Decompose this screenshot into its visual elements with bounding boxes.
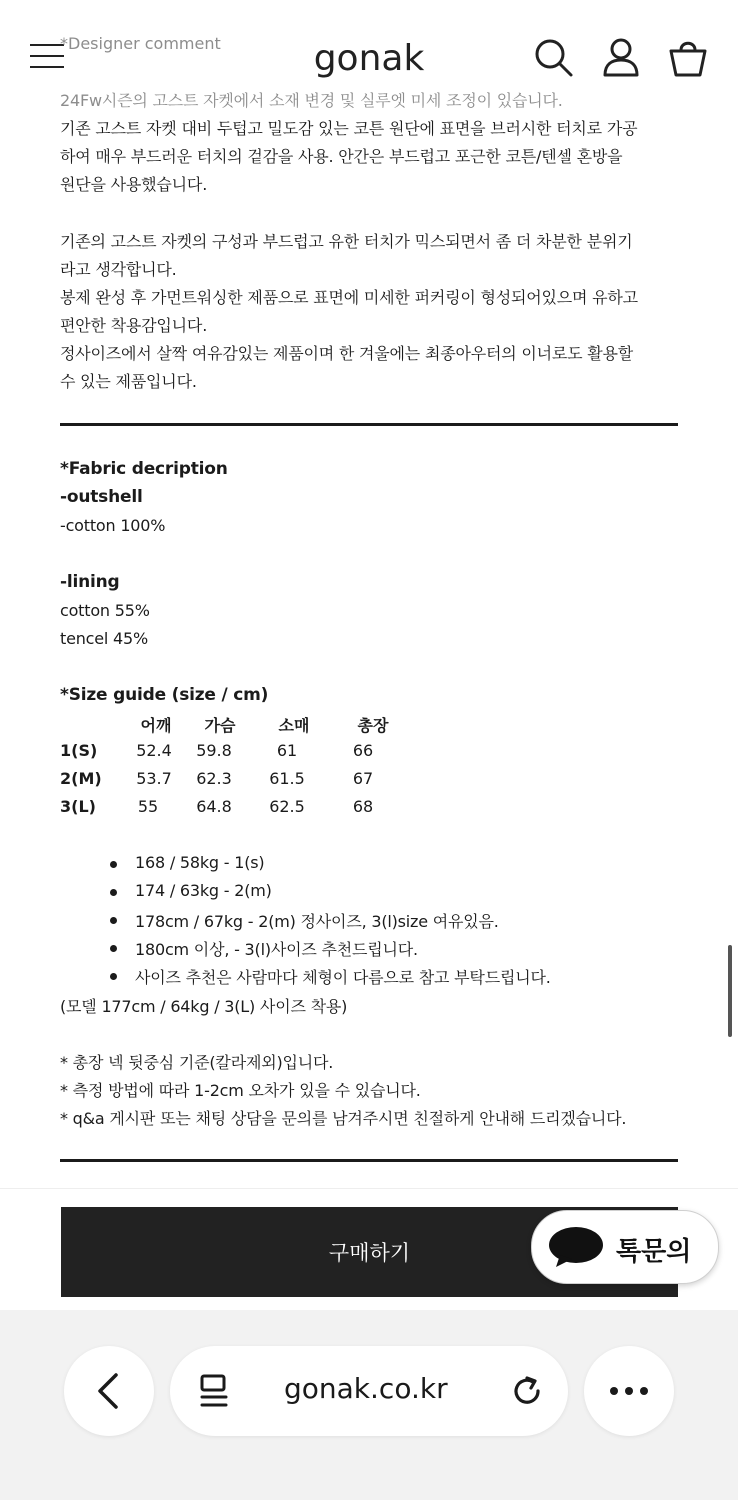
lining-value: cotton 55% — [60, 601, 150, 620]
description-line: 정사이즈에서 살짝 여유감있는 제품이며 한 겨울에는 최종아우터의 이너로도 활용할 — [60, 344, 634, 363]
scrollbar-thumb[interactable] — [728, 945, 732, 1037]
reload-icon[interactable] — [510, 1374, 544, 1408]
description-line: 기존의 고스트 자켓의 구성과 부드럽고 유한 터치가 믹스되면서 좀 더 차분한 분위기 — [60, 232, 633, 251]
size-row-label: 1(S) — [60, 741, 98, 760]
recommendation-item: 168 / 58kg - 1(s) — [135, 853, 265, 872]
chevron-left-icon — [94, 1372, 124, 1410]
url-text[interactable]: gonak.co.kr — [284, 1372, 448, 1405]
size-header: 가슴 — [204, 716, 236, 735]
section-divider — [60, 1159, 678, 1162]
outshell-value: -cotton 100% — [60, 516, 166, 535]
description-line: 기존 고스트 자켓 대비 두텁고 밀도감 있는 코튼 원단에 표면을 브러시한 터치로 가공 — [60, 119, 638, 138]
recommendation-item: 180cm 이상, - 3(l)사이즈 추천드립니다. — [135, 940, 418, 959]
lining-label: -lining — [60, 572, 120, 592]
size-cell: 64.8 — [196, 797, 232, 816]
site-header — [0, 0, 738, 90]
model-note: (모델 177cm / 64kg / 3(L) 사이즈 착용) — [60, 997, 348, 1016]
talk-inquiry-label: 톡문의 — [616, 1237, 692, 1267]
size-cell: 59.8 — [196, 741, 232, 760]
size-cell: 55 — [137, 797, 159, 816]
bullet-dot — [110, 945, 117, 952]
size-header: 어깨 — [140, 716, 172, 735]
size-cell: 66 — [352, 741, 374, 760]
size-header: 총장 — [357, 716, 389, 735]
description-line: 수 있는 제품입니다. — [60, 372, 197, 391]
section-divider — [60, 423, 678, 426]
talk-inquiry-button[interactable] — [531, 1210, 719, 1284]
search-icon[interactable] — [532, 36, 574, 78]
size-row-label: 2(M) — [60, 769, 102, 788]
bullet-dot — [110, 861, 117, 868]
size-guide-title: *Size guide (size / cm) — [60, 685, 269, 705]
size-cell: 61 — [276, 741, 298, 760]
bullet-dot — [110, 889, 117, 896]
recommendation-item: 178cm / 67kg - 2(m) 정사이즈, 3(l)size 여유있음. — [135, 912, 499, 931]
size-cell: 68 — [352, 797, 374, 816]
page-list-icon[interactable] — [198, 1373, 230, 1409]
size-cell: 53.7 — [136, 769, 172, 788]
note-line: * 측정 방법에 따라 1-2cm 오차가 있을 수 있습니다. — [60, 1081, 421, 1100]
note-line: * 총장 넥 뒷중심 기준(칼라제외)입니다. — [60, 1053, 334, 1072]
size-cell: 52.4 — [136, 741, 172, 760]
description-line: 봉제 완성 후 가먼트워싱한 제품으로 표면에 미세한 퍼커링이 형성되어있으며 유하고 — [60, 288, 638, 307]
outshell-label: -outshell — [60, 487, 143, 507]
back-button[interactable] — [64, 1346, 154, 1436]
more-button[interactable] — [584, 1346, 674, 1436]
note-line: * q&a 게시판 또는 채팅 상담을 문의를 남겨주시면 친절하게 안내해 드리겠습니다. — [60, 1109, 627, 1128]
lining-value: tencel 45% — [60, 629, 148, 648]
size-cell: 62.3 — [196, 769, 232, 788]
site-logo[interactable]: gonak — [313, 38, 425, 79]
description-line: 원단을 사용했습니다. — [60, 175, 208, 194]
size-cell: 67 — [352, 769, 374, 788]
description-line: 편안한 착용감입니다. — [60, 316, 208, 335]
chat-bubble-icon — [546, 1225, 608, 1269]
bullet-dot — [110, 973, 117, 980]
size-cell: 61.5 — [269, 769, 305, 788]
designer-comment-title: *Designer comment — [60, 34, 221, 53]
user-icon[interactable] — [600, 36, 642, 78]
size-header: 소매 — [278, 716, 310, 735]
buy-button[interactable]: 구매하기 — [61, 1207, 678, 1297]
description-line: 라고 생각합니다. — [60, 260, 177, 279]
bullet-dot — [110, 917, 117, 924]
size-cell: 62.5 — [269, 797, 305, 816]
recommendation-item: 174 / 63kg - 2(m) — [135, 881, 272, 900]
description-line: 하여 매우 부드러운 터치의 겉감을 사용. 안간은 부드럽고 포근한 코튼/텐셀 혼방을 — [60, 147, 623, 166]
shopping-bag-icon[interactable] — [667, 36, 709, 78]
more-dots-icon — [609, 1386, 649, 1396]
size-row-label: 3(L) — [60, 797, 96, 816]
fabric-title: *Fabric decription — [60, 459, 228, 479]
description-line: 24Fw시즌의 고스트 자켓에서 소재 변경 및 실루엣 미세 조정이 있습니다. — [60, 91, 563, 110]
recommendation-item: 사이즈 추천은 사람마다 체형이 다름으로 참고 부탁드립니다. — [135, 968, 551, 987]
